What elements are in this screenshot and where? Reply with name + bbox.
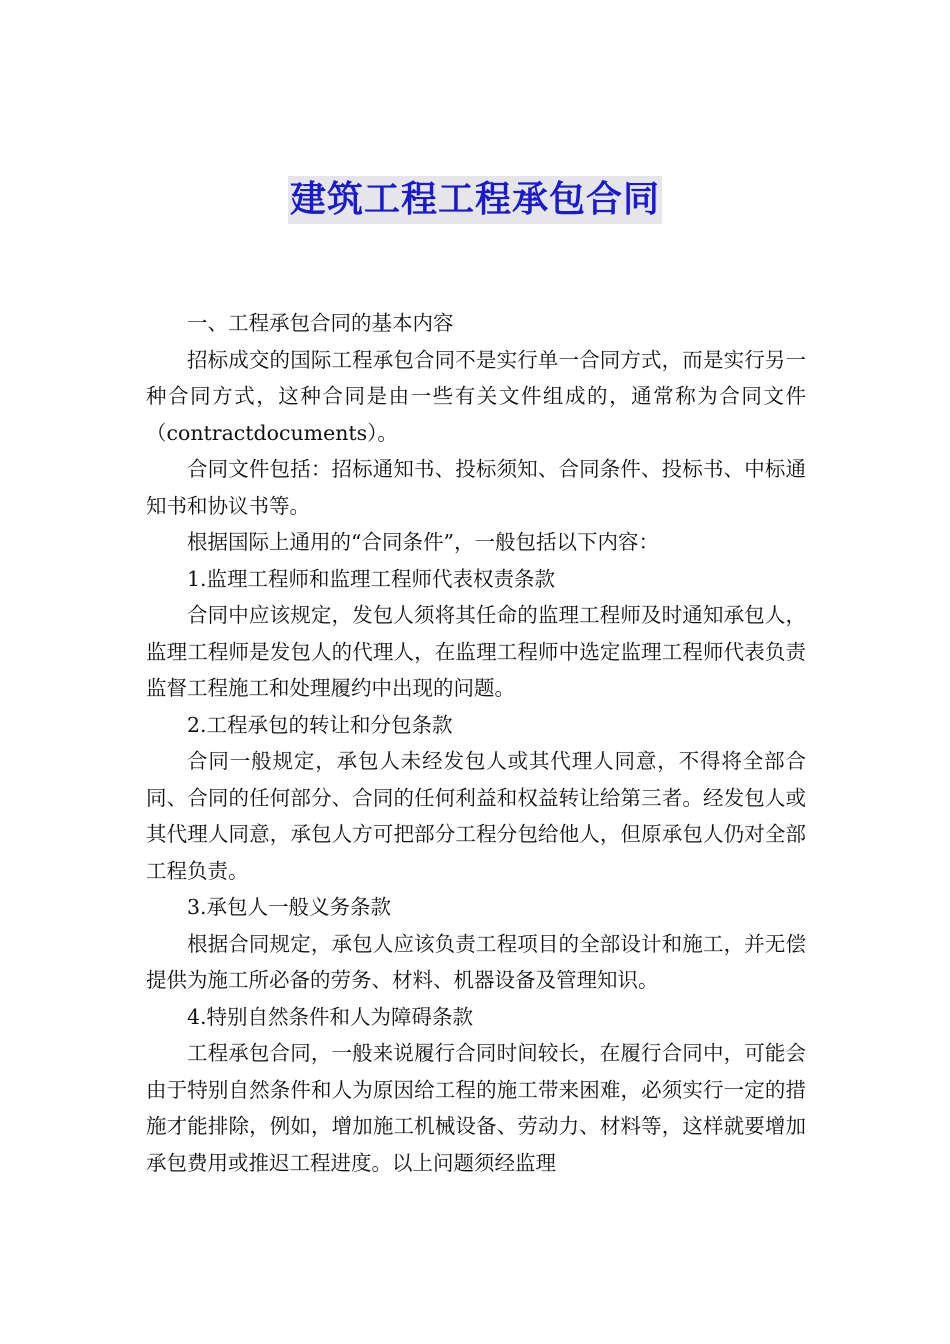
- paragraph: 工程承包合同，一般来说履行合同时间较长，在履行合同中，可能会由于特别自然条件和人为原因给工程的施工带来困难，必须实行一定的措施才能排除，例如，增加施工机械设备、劳动力、材料等，这样就要增加承包费用或推迟工程进度。以上问题须经监理: [146, 1041, 806, 1175]
- clause-heading: 2.工程承包的转让和分包条款: [187, 712, 453, 737]
- section-heading: 一、工程承包合同的基本内容: [187, 311, 454, 335]
- document-body: [146, 305, 806, 1181]
- title-block: [0, 176, 950, 224]
- paragraph: 根据合同规定，承包人应该负责工程项目的全部设计和施工，并无偿提供为施工所必备的劳务、材料、机器设备及管理知识。: [146, 931, 806, 992]
- paragraph: 招标成交的国际工程承包合同不是实行单一合同方式，而是实行另一种合同方式，这种合同是由一些有关文件组成的，通常称为合同文件（contractdocuments）。: [146, 347, 806, 445]
- document-title: 建筑工程工程承包合同: [288, 176, 662, 224]
- clause-heading: 4.特别自然条件和人为障碍条款: [187, 1004, 474, 1029]
- clause-heading: 3.承包人一般义务条款: [187, 895, 392, 919]
- paragraph: 根据国际上通用的“合同条件”，一般包括以下内容：: [187, 530, 659, 554]
- paragraph: 合同文件包括：招标通知书、投标须知、合同条件、投标书、中标通知书和协议书等。: [146, 457, 806, 518]
- clause-heading: 1.监理工程师和监理工程师代表权责条款: [187, 566, 556, 591]
- paragraph: 合同一般规定，承包人未经发包人或其代理人同意，不得将全部合同、合同的任何部分、合同的任何利益和权益转让给第三者。经发包人或其代理人同意，承包人方可把部分工程分包给他人，但原承包人仍对全部工程负责。: [146, 749, 806, 883]
- paragraph: 合同中应该规定，发包人须将其任命的监理工程师及时通知承包人，监理工程师是发包人的代理人，在监理工程师中选定监理工程师代表负责监督工程施工和处理履约中出现的问题。: [146, 603, 806, 700]
